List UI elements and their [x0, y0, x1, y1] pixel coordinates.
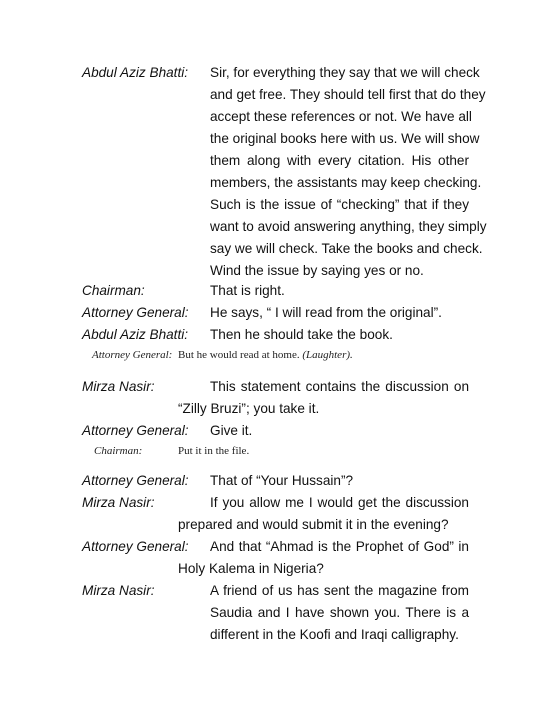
speech-text: Sir, for everything they say that we will check and get free. They should tell first that do they accept these references or not. We have all the original books here with us. We will show them along with every citation. His other members, the assistants may keep checking. Such is the issue of “checking” that if they want to avoid answering anything, they simply say we will check. Take the books and check. Wind the issue by saying yes or no. — [210, 65, 487, 278]
speech-text-continuation: prepared and would submit it in the evening? — [178, 517, 449, 532]
speech-text: And that “Ahmad is the Prophet of God” in — [210, 539, 469, 554]
speech-text: Give it. — [210, 423, 253, 438]
speech-text: This statement contains the discussion on — [210, 379, 469, 394]
speech-text-continuation: “Zilly Bruzi”; you take it. — [178, 401, 320, 416]
speaker-name: Chairman: — [82, 283, 145, 298]
speaker-name: Chairman: — [94, 445, 143, 457]
speaker-name: Attorney General: — [82, 473, 189, 488]
speaker-name: Attorney General: — [82, 305, 189, 320]
speech-text: If you allow me I would get the discussion — [210, 495, 469, 510]
speaker-name: Attorney General: — [82, 539, 189, 554]
speech-text: He says, “ I will read from the original”. — [210, 305, 442, 320]
speaker-name: Attorney General: — [92, 349, 173, 361]
speech-text: That is right. — [210, 283, 285, 298]
speech-text: But he would read at home. (Laughter). — [178, 349, 353, 361]
speaker-name: Mirza Nasir: — [82, 583, 155, 598]
speech-text: That of “Your Hussain”? — [210, 473, 354, 488]
speaker-name: Abdul Aziz Bhatti: — [82, 65, 189, 80]
speaker-name: Mirza Nasir: — [82, 495, 155, 510]
speech-text: Put it in the file. — [178, 445, 250, 457]
speaker-name: Abdul Aziz Bhatti: — [82, 327, 189, 342]
speaker-name: Mirza Nasir: — [82, 379, 155, 394]
speech-text: A friend of us has sent the magazine from Saudia and I have shown you. There is a different in the Koofi and Iraqi calligraphy. — [210, 583, 469, 642]
speech-text-continuation: Holy Kalema in Nigeria? — [178, 561, 324, 576]
speaker-name: Attorney General: — [82, 423, 189, 438]
speech-text: Then he should take the book. — [210, 327, 393, 342]
aside-note: (Laughter). — [302, 349, 353, 361]
